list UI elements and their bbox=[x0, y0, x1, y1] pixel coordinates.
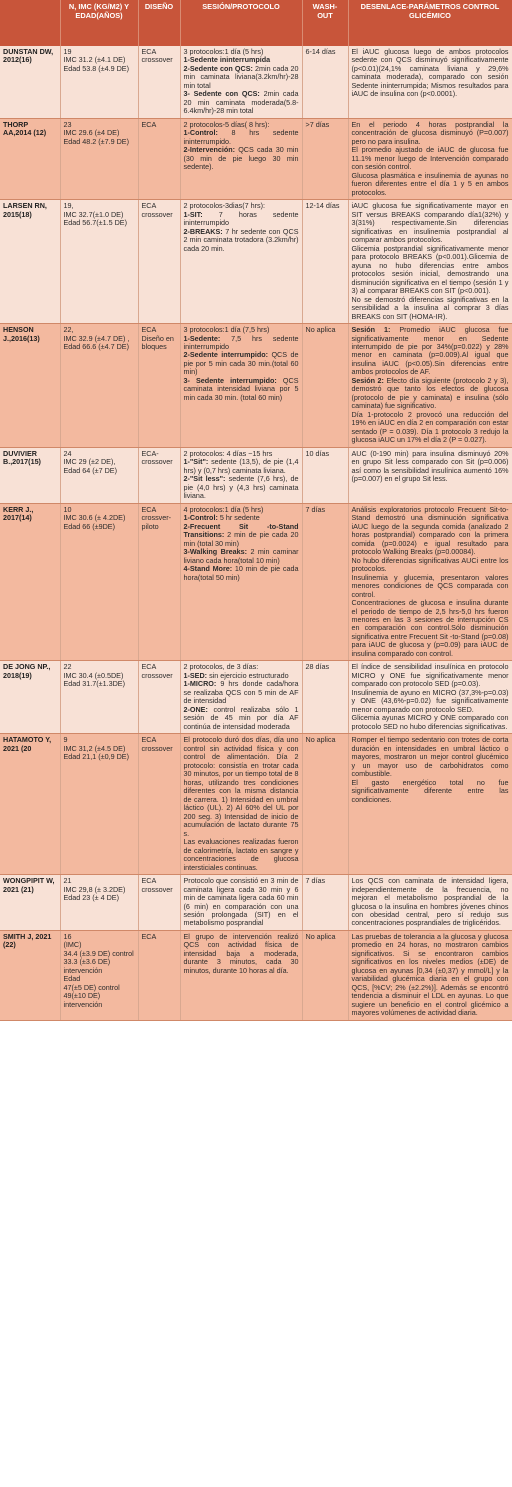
n-line: 19 bbox=[63, 47, 72, 56]
protocol-line-text: QCS de pie por 5 min cada 30 min.(total 60 min) bbox=[183, 350, 299, 377]
outcome-line-lead: Insulinemia de ayuno en MICRO (37,3%-p=0.03) y ONE (43,6%-p=0.02) fue significativamente menor comparado con protocolo SED. bbox=[351, 687, 509, 714]
author-cell: DUNSTAN DW, 2012(16) bbox=[0, 46, 60, 118]
n-line: IMC 32.9 (±4.7 DE) , bbox=[63, 333, 130, 343]
protocol-line bbox=[184, 228, 299, 253]
outcome-cell bbox=[348, 324, 512, 448]
protocol-cell bbox=[180, 503, 302, 661]
n-line: 34.4 (±3.9 DE) control bbox=[63, 948, 134, 958]
protocol-line-text: 8 hrs sedente ininterrumpido. bbox=[183, 128, 299, 146]
washout-cell: 28 días bbox=[302, 661, 348, 734]
protocol-line bbox=[184, 335, 299, 352]
n-line: Edad bbox=[63, 974, 81, 984]
n-line: IMC 30.6 (± 4.2DE) bbox=[63, 513, 126, 523]
outcome-cell bbox=[348, 930, 512, 1020]
header-washout: WASH-OUT bbox=[302, 0, 348, 46]
protocol-line-lead: 3- Sedente interrumpido: bbox=[183, 375, 283, 385]
n-line: Edad 53.8 (±4.9 DE) bbox=[63, 63, 129, 73]
protocol-line bbox=[184, 548, 299, 565]
protocol-line-text: 7 hr sedente con QCS 2 min caminata trotadora (3.2km/hr) cada 20 min. bbox=[183, 226, 299, 253]
table-row bbox=[0, 200, 512, 324]
n-imc-edad-cell bbox=[60, 875, 138, 931]
outcome-cell bbox=[348, 875, 512, 931]
design-cell: ECA crossover bbox=[138, 200, 180, 324]
outcome-line-lead: El iAUC glucosa luego de ambos protocolos sedente con QCS disminuyó significativamente (p<0.01)(24,1% caminata liviana y 29,6% caminata moderada), comparado con sesión Sedente ininterrumpida; Mismos resultados para iAUC de insulina con (p<0.0001). bbox=[351, 47, 509, 99]
n-line: Edad 56.7(±1.5 DE) bbox=[63, 218, 127, 228]
protocol-line-lead: 1-MICRO: bbox=[183, 679, 221, 689]
outcome-cell bbox=[348, 200, 512, 324]
n-line: IMC 31.2 (±4.1 DE) bbox=[63, 55, 126, 65]
washout-cell: No aplica bbox=[302, 324, 348, 448]
washout-cell: 12-14 días bbox=[302, 200, 348, 324]
outcome-line bbox=[352, 599, 509, 658]
outcome-line bbox=[352, 689, 509, 714]
protocol-line-lead: 4 protocolos:1 día (5 hrs) bbox=[183, 504, 264, 514]
protocol-line bbox=[184, 129, 299, 146]
table-row bbox=[0, 447, 512, 503]
outcome-cell bbox=[348, 734, 512, 875]
n-line: 22 bbox=[63, 662, 72, 672]
header-n-imc-edad: N, IMC (KG/M2) Y EDAD(AÑOS) bbox=[60, 0, 138, 46]
n-line: IMC 30.4 (±0.5DE) bbox=[63, 670, 124, 680]
washout-cell: 6-14 días bbox=[302, 46, 348, 118]
protocol-line bbox=[184, 736, 299, 838]
protocol-line-text: 2min cada 20 min caminata liviana(3.2km/hr)-28 min total bbox=[183, 63, 299, 90]
washout-cell: >7 días bbox=[302, 118, 348, 199]
outcome-line bbox=[352, 377, 509, 411]
outcome-line-lead: El promedio ajustado de iAUC de glucosa fue 11.1% menor luego de Intervención comparado con sesión control. bbox=[351, 145, 509, 172]
table-row bbox=[0, 503, 512, 661]
n-imc-edad-cell bbox=[60, 447, 138, 503]
n-line: IMC 29,8 (± 3.2DE) bbox=[63, 884, 126, 894]
protocol-line-lead: 3 protocolos:1 día (5 hrs) bbox=[183, 47, 264, 56]
n-line: Edad 64 (±7 DE) bbox=[63, 465, 117, 475]
outcome-line-lead: iAUC glucosa fue significativamente mayor en SIT versus BREAKS comparando día1(32%) y 3(31%) respectivamente.Sin diferencias significativas en insulinemia postprandial al comparar ambos protocolos. bbox=[351, 201, 509, 245]
outcome-line-lead: Concentraciones de glucosa e insulina durante el periodo de tiempo de 2,5 hrs-5,0 hrs fueron menores en las 3 sesiones de interrupción CS en comparación con control.Sólo disminución significativa entre Frecuent Sit -to-Stand (p=0.08) para iAUC de glucosa y (p=0.09) para iAUC de insulina comparado con control. bbox=[351, 598, 509, 658]
outcome-line-lead: AUC (0-190 min) para insulina disminuyó 20% en grupo Sit less comparado con Sit (p=0.006) así como la sensibilidad insulínica aumentó 16%(p=0.007) en el grupo Sit less. bbox=[351, 448, 509, 484]
protocol-line-text: sin ejercicio estructurado bbox=[209, 670, 289, 680]
protocol-cell bbox=[180, 661, 302, 734]
n-imc-edad-cell bbox=[60, 503, 138, 661]
header-author bbox=[0, 0, 60, 46]
protocol-line-lead: 2 protocolos, de 3 días: bbox=[183, 662, 259, 672]
protocol-line-lead: Protocolo que consistió en 3 min de caminata ligera cada 30 min y 6 min de caminata ligera cada 60 min (6 min) en comparación con una sesión prolongada (SIT) en el metabolismo posprandial bbox=[183, 876, 299, 928]
outcome-line bbox=[352, 121, 509, 146]
n-line: IMC 32.7(±1.0 DE) bbox=[63, 209, 124, 219]
outcome-line-lead: Las pruebas de tolerancia a la glucosa y glucosa promedio en 24 horas, no mostraron cambios significativos. Si se encontraron cambios significativos en los niveles medios (±DE) de glucosa en ayunas [0,34 (±0,37) y mmol/L] y la variabilidad glucémica diaria en el grupo con QCS, [%CV; 2% (±2.2%)]. Además se encontró tendencia a disminuir el LDL en ayunas. Lo que sugiere un beneficio en el control glicémico a mayores volúmenes de actividad diaria. bbox=[351, 931, 509, 1018]
protocol-line-lead: 2-Frecuent Sit -to-Stand Transitions: bbox=[183, 521, 299, 540]
protocol-line-lead: 3- Sedente con QCS: bbox=[183, 89, 264, 99]
design-cell: ECA crossover bbox=[138, 734, 180, 875]
protocol-cell bbox=[180, 200, 302, 324]
outcome-cell bbox=[348, 661, 512, 734]
protocol-line-lead: Las evaluaciones realizadas fueron de calorimetría, lactato en sangre y concentraciones de glucosa intersticiales continuas. bbox=[183, 837, 299, 872]
protocol-line-lead: 2-"Sit less": bbox=[183, 474, 229, 484]
n-line: 33.3 (±3.6 DE) intervención bbox=[63, 957, 111, 975]
design-cell: ECA-crossover bbox=[138, 447, 180, 503]
protocol-line bbox=[184, 933, 299, 975]
n-imc-edad-cell bbox=[60, 118, 138, 199]
protocol-cell bbox=[180, 46, 302, 118]
protocol-line bbox=[184, 90, 299, 115]
washout-cell: No aplica bbox=[302, 734, 348, 875]
protocol-line bbox=[184, 146, 299, 171]
n-imc-edad-cell bbox=[60, 734, 138, 875]
outcome-line-lead: Análisis exploratorios protocolo Frecuent Sit-to-Stand demostró una disminución significativa iAUC luego de la segunda comida (analizado 2 horas postprandial) comparado con la primera comida (p=0.0024) e igual resultado para protocolo Walking Breaks (p=0.00084). bbox=[351, 504, 509, 557]
n-line: Edad 48.2 (±7.9 DE) bbox=[63, 136, 129, 146]
protocol-line-lead: El protocolo duró dos días, día uno control sin actividad física y con control de alimentación. Día 2 protocolo: consistía en trotar cada 30 minutos, por un tiempo total de 8 horas, utilizando tres condiciones diferentes con la misma distancia de carrera. 1) Intensidad en umbral láctico (UL). 2) Al 60% del UL por 200 seg. 3) Intensidad de inicio de acumulación de lactato durante 75 s. bbox=[183, 735, 299, 838]
table-row bbox=[0, 661, 512, 734]
n-line: (IMC) bbox=[63, 940, 82, 950]
design-cell: ECA crossover bbox=[138, 661, 180, 734]
outcome-line-lead: Los QCS con caminata de intensidad ligera, independientemente de la frecuencia, no mejoran el metabolismo posprandial de la glucosa o la insulina en hombres jóvenes chinos con obesidad central, pero sí redujo sus concentraciones posprandiales de triglicéridos. bbox=[351, 876, 509, 928]
washout-cell: 7 días bbox=[302, 875, 348, 931]
protocol-line-text: QCS cada 30 min (30 min de pie luego 30 min sedente). bbox=[183, 145, 299, 172]
n-imc-edad-cell bbox=[60, 200, 138, 324]
outcome-cell bbox=[348, 118, 512, 199]
protocol-cell bbox=[180, 447, 302, 503]
n-imc-edad-cell bbox=[60, 324, 138, 448]
outcome-line-lead: Día 1-protocolo 2 provocó una reducción del 19% en iAUC en día 2 en comparación con estar sentado (P = 0.039). Día 1 protocolo 3 redujo la glucosa iAUC un 17% el día 2 (P = 0.027). bbox=[351, 409, 509, 445]
protocol-line-lead: 3 protocolos:1 día (7,5 hrs) bbox=[183, 325, 270, 335]
design-cell: ECA crossover bbox=[138, 875, 180, 931]
protocol-line-lead: 2-ONE: bbox=[183, 704, 214, 714]
outcome-cell bbox=[348, 503, 512, 661]
outcome-line bbox=[352, 779, 509, 804]
n-line: Edad 66 (±9DE) bbox=[63, 521, 115, 531]
protocol-line-lead: 2-Intervención: bbox=[183, 145, 239, 155]
n-line: Edad 23 (± 4 DE) bbox=[63, 893, 119, 903]
outcome-line-lead: Sesión 2: bbox=[351, 375, 387, 385]
n-imc-edad-cell bbox=[60, 661, 138, 734]
protocol-line-text: 2 min caminar liviano cada hora(total 10 min) bbox=[183, 547, 299, 565]
protocol-line bbox=[184, 838, 299, 872]
outcome-line-lead: Glucosa plasmática e insulinemia de ayunas no fueron diferentes entre el día 1 y 5 en ambos protocolos. bbox=[351, 170, 509, 197]
protocol-line-lead: 2 protocolos: 4 días ~15 hrs bbox=[183, 448, 273, 458]
protocol-cell bbox=[180, 324, 302, 448]
outcome-line bbox=[352, 574, 509, 599]
n-line: IMC 31,2 (±4.5 DE) bbox=[63, 743, 126, 753]
n-line: 49(±10 DE) intervención bbox=[63, 991, 103, 1009]
design-cell: ECA Diseño en bloques bbox=[138, 324, 180, 448]
protocol-cell bbox=[180, 118, 302, 199]
protocol-line bbox=[184, 211, 299, 228]
header-design: DISEÑO bbox=[138, 0, 180, 46]
outcome-line-lead: Romper el tiempo sedentario con trotes de corta duración en intensidades en umbral láctico o mayores, mostraron un mejor control glucémico y un mayor uso de carbohidratos como combustible. bbox=[351, 735, 509, 779]
n-line: 10 bbox=[63, 504, 72, 514]
protocol-line-lead: 2-Sedente con QCS: bbox=[183, 63, 256, 73]
protocol-line-lead: El grupo de intervención realizó QCS con actividad física de intensidad baja a moderada, durante 3 minutos, cada 30 minutos, durante 10 horas al día. bbox=[183, 931, 299, 975]
author-cell: WONGPIPIT W, 2021 (21) bbox=[0, 875, 60, 931]
protocol-line-text: sedente (13,5), de pie (1,4 hrs) y (0,7 hrs) caminata liviana. bbox=[183, 457, 299, 475]
protocol-line bbox=[184, 475, 299, 500]
protocol-line bbox=[184, 706, 299, 731]
protocol-cell bbox=[180, 734, 302, 875]
protocol-line-lead: 4-Stand More: bbox=[183, 564, 235, 574]
protocol-line-text: control realizaba sólo 1 sesión de 45 min por día AF continúa de intensidad moderada bbox=[183, 704, 299, 731]
author-cell: LARSEN RN, 2015(18) bbox=[0, 200, 60, 324]
outcome-line bbox=[352, 245, 509, 296]
author-cell: THORP AA,2014 (12) bbox=[0, 118, 60, 199]
n-line: 22, bbox=[63, 325, 74, 335]
n-line: IMC 29 (±2 DE), bbox=[63, 457, 116, 467]
n-line: 21 bbox=[63, 876, 72, 886]
protocol-line-lead: 1-Sedente: bbox=[183, 333, 232, 343]
table-row bbox=[0, 734, 512, 875]
protocol-line-lead: 1-Control: bbox=[183, 128, 232, 138]
header-protocol: SESIÓN/PROTOCOLO bbox=[180, 0, 302, 46]
author-cell: SMITH J, 2021 (22) bbox=[0, 930, 60, 1020]
protocol-line-text: 5 hr sedente bbox=[219, 513, 260, 523]
protocol-line bbox=[184, 565, 299, 582]
outcome-line-lead: No se demostró diferencias significativas en la sensibilidad a la insulina al comprar 3 días BREAKS con SIT (HOMA-IR). bbox=[351, 294, 509, 321]
protocol-line bbox=[184, 351, 299, 376]
n-line: IMC 29.6 (±4 DE) bbox=[63, 128, 120, 138]
protocol-line-lead: 2-BREAKS: bbox=[183, 226, 226, 236]
protocol-line-lead: 1-SIT: bbox=[183, 209, 219, 219]
design-cell: ECA crossover bbox=[138, 46, 180, 118]
protocol-line bbox=[184, 65, 299, 90]
protocol-line bbox=[184, 377, 299, 402]
outcome-line bbox=[352, 933, 509, 1018]
protocol-line-lead: 1-"Sit": bbox=[183, 457, 212, 467]
outcome-cell bbox=[348, 447, 512, 503]
table-row bbox=[0, 930, 512, 1020]
protocol-line-lead: 2 protocolos-5 días( 8 hrs): bbox=[183, 119, 270, 129]
author-cell: KERR J., 2017(14) bbox=[0, 503, 60, 661]
outcome-line bbox=[352, 506, 509, 557]
protocol-line bbox=[184, 458, 299, 475]
protocol-line-text: 2 min de pie cada 20 min (total 30 min) bbox=[183, 530, 299, 548]
protocol-line-lead: 2 protocolos-3dias(7 hrs): bbox=[183, 201, 265, 211]
outcome-line bbox=[352, 146, 509, 171]
outcome-line-lead: El índice de sensibilidad insulínica en protocolo MICRO y ONE fue significativamente menor comparado con protocolo SED (p=0.03). bbox=[351, 662, 509, 689]
outcome-line bbox=[352, 296, 509, 321]
n-line: 16 bbox=[63, 931, 72, 941]
design-cell: ECA crossver-piloto bbox=[138, 503, 180, 661]
author-cell: HATAMOTO Y, 2021 (20 bbox=[0, 734, 60, 875]
table-row bbox=[0, 118, 512, 199]
n-line: Edad 66.6 (±4.7 DE) bbox=[63, 341, 129, 351]
protocol-line-lead: 2-Sedente interrumpido: bbox=[183, 350, 272, 360]
protocol-cell bbox=[180, 930, 302, 1020]
n-line: 24 bbox=[63, 448, 72, 458]
protocol-cell bbox=[180, 875, 302, 931]
protocol-line bbox=[184, 680, 299, 705]
protocol-line bbox=[184, 877, 299, 928]
protocol-line-text: sedente (7,6 hrs), de pie (4,0 hrs) y (4,3 hrs) caminata liviana. bbox=[183, 474, 299, 501]
outcome-line-lead: En el periodo 4 horas postprandial la concentración de glucosa disminuyó (P=0.007) pero no para insulina. bbox=[351, 119, 509, 146]
outcome-line bbox=[352, 877, 509, 928]
protocol-line-text: 2min cada 20 min caminata moderada(5.8-6.4km/hr)-28 min total bbox=[183, 89, 299, 116]
outcome-line-lead: Insulinemia y glucemia, presentaron valores menores condiciones de QCS comparada con control. bbox=[351, 572, 509, 599]
n-line: 23 bbox=[63, 119, 72, 129]
protocol-line-text: 9 hrs donde cada/hora se realizaba QCS con 5 min de AF de intensidad bbox=[183, 679, 299, 706]
protocol-line-text: 7 horas sedente ininterrumpido bbox=[183, 209, 299, 228]
n-line: Edad 31.7(±1.3DE) bbox=[63, 679, 125, 689]
outcome-line-lead: No hubo diferencias significativas AUCi entre los protocolos. bbox=[351, 555, 509, 574]
outcome-line bbox=[352, 450, 509, 484]
protocol-line-text: 7,5 hrs sedente ininterrumpido bbox=[183, 333, 299, 351]
outcome-line bbox=[352, 48, 509, 99]
protocol-line bbox=[184, 523, 299, 548]
n-line: 19, bbox=[63, 201, 74, 211]
n-imc-edad-cell bbox=[60, 930, 138, 1020]
outcome-line-text: Efecto día siguiente (protocolo 2 y 3), demostró que tanto los efectos de glucosa (protocolo de pie y caminata) e insulina (sólo caminata) fue significativo. bbox=[351, 375, 509, 411]
header-row bbox=[0, 0, 512, 46]
design-cell: ECA bbox=[138, 118, 180, 199]
outcome-line-lead: Glicemia postprandial significativamente menor para protocolo BREAKS (p<0.001).Glicemia de ayuna no hubo diferencias entre ambos protocolos sesión inicial, demostrando una disminución significativa en el tiempo (sesión 1 y 3) al comparar BREAKS con SIT (p<0.001). bbox=[351, 243, 509, 296]
outcome-line bbox=[352, 202, 509, 244]
n-line: 47(±5 DE) control bbox=[63, 982, 120, 992]
author-cell: HENSON J.,2016(13) bbox=[0, 324, 60, 448]
outcome-line-lead: El gasto energético total no fue significativamente diferente entre las condiciones. bbox=[351, 777, 509, 804]
outcome-line-text: Promedio iAUC glucosa fue significativamente menor en Sedente interrumpido de pie por 34%(p=0.022) y 28% menor en caminata (p=0.009).Al igual que insulina iAUC (p<0.05).Sin diferencias entre ambos protocolos de AF. bbox=[351, 325, 509, 377]
design-cell: ECA bbox=[138, 930, 180, 1020]
table-row bbox=[0, 875, 512, 931]
protocol-line-text: QCS caminata intensidad liviana por 5 min cada 30 min. (total 60 min) bbox=[183, 375, 299, 402]
header-outcome: DESENLACE-PARÁMETROS CONTROL GLICÉMICO bbox=[348, 0, 512, 46]
outcome-line bbox=[352, 557, 509, 574]
outcome-line-lead: Sesión 1: bbox=[351, 325, 400, 335]
protocol-line-lead: 1-SED: bbox=[183, 670, 210, 680]
table-body bbox=[0, 46, 512, 1020]
protocol-line-lead: 1-Sedente ininterrumpida bbox=[183, 55, 271, 65]
author-cell: DUVIVIER B.,2017(15) bbox=[0, 447, 60, 503]
washout-cell: 10 días bbox=[302, 447, 348, 503]
table-row bbox=[0, 324, 512, 448]
n-line: 9 bbox=[63, 735, 68, 745]
outcome-line bbox=[352, 736, 509, 778]
protocol-line-text: 10 min de pie cada hora(total 50 min) bbox=[183, 564, 299, 582]
washout-cell: No aplica bbox=[302, 930, 348, 1020]
table-row bbox=[0, 46, 512, 118]
outcome-line bbox=[352, 172, 509, 197]
outcome-cell bbox=[348, 46, 512, 118]
outcome-line-lead: Glicemia ayunas MICRO y ONE comparado con protocolo SED no hubo diferencias significativas. bbox=[351, 713, 509, 731]
outcome-line bbox=[352, 714, 509, 731]
n-line: Edad 21,1 (±0,9 DE) bbox=[63, 752, 129, 762]
washout-cell: 7 días bbox=[302, 503, 348, 661]
outcome-line bbox=[352, 326, 509, 377]
author-cell: DE JONG NP., 2018(19) bbox=[0, 661, 60, 734]
n-imc-edad-cell bbox=[60, 46, 138, 118]
outcome-line bbox=[352, 411, 509, 445]
protocol-line-lead: 3-Walking Breaks: bbox=[183, 547, 251, 557]
protocol-line-lead: 1-Control: bbox=[183, 513, 220, 523]
outcome-line bbox=[352, 663, 509, 688]
